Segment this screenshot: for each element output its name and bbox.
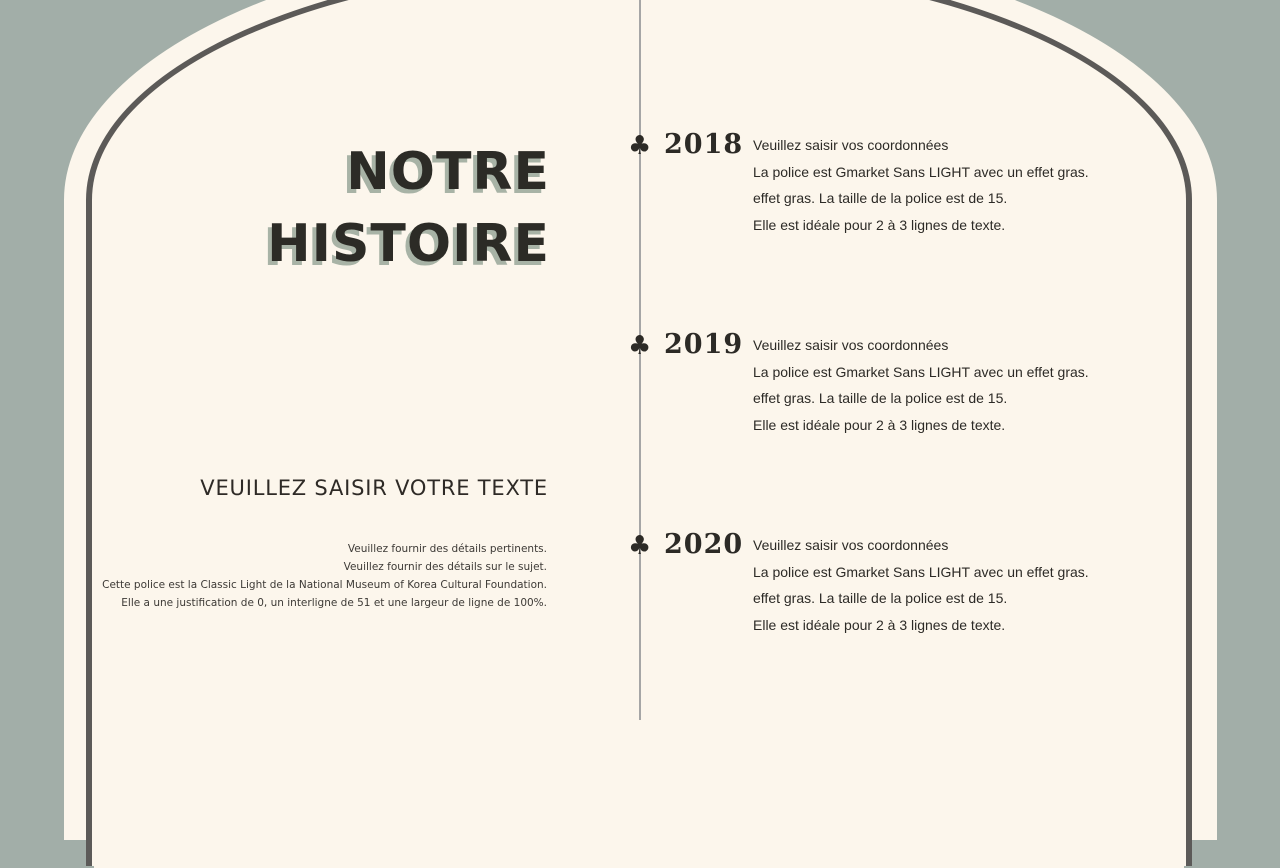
timeline-text [753, 532, 1089, 639]
timeline-line: Elle est idéale pour 2 à 3 lignes de texte. [753, 417, 1006, 434]
club-icon: ♣ [628, 331, 652, 361]
timeline-line: Veuillez saisir vos coordonnées [753, 337, 949, 353]
timeline-year: 2019 [664, 329, 744, 360]
description-line: Veuillez fournir des détails pertinents. [347, 543, 547, 555]
timeline-year: 2020 [664, 529, 744, 560]
timeline-line: effet gras. La taille de la police est de 15. [753, 590, 1008, 607]
section-subtitle: VEUILLEZ SAISIR VOTRE TEXTE [200, 476, 548, 500]
timeline-line: Veuillez saisir vos coordonnées [753, 537, 949, 553]
timeline-line: Elle est idéale pour 2 à 3 lignes de texte. [753, 617, 1006, 634]
description-block [102, 540, 547, 612]
timeline-line: Elle est idéale pour 2 à 3 lignes de texte. [753, 217, 1006, 234]
club-icon: ♣ [628, 131, 652, 161]
club-icon: ♣ [628, 531, 652, 561]
page-title-line-2: HISTOIRE [267, 214, 550, 274]
timeline-text [753, 332, 1089, 439]
description-line: Cette police est la Classic Light de la National Museum of Korea Cultural Foundation. [102, 579, 547, 591]
description-line: Elle a une justification de 0, un interligne de 51 et une largeur de ligne de 100%. [121, 597, 547, 609]
timeline-line: La police est Gmarket Sans LIGHT avec un effet gras. [753, 563, 1089, 580]
description-line: Veuillez fournir des détails sur le sujet. [343, 561, 547, 573]
page-title [267, 136, 550, 280]
page-title-line-1: NOTRE [346, 142, 550, 202]
timeline-line: effet gras. La taille de la police est de 15. [753, 190, 1008, 207]
timeline-line: La police est Gmarket Sans LIGHT avec un effet gras. [753, 163, 1089, 180]
timeline-line: La police est Gmarket Sans LIGHT avec un effet gras. [753, 363, 1089, 380]
timeline-text [753, 132, 1089, 239]
timeline-line: Veuillez saisir vos coordonnées [753, 137, 949, 153]
timeline-line: effet gras. La taille de la police est de 15. [753, 390, 1008, 407]
timeline-year: 2018 [664, 129, 744, 160]
